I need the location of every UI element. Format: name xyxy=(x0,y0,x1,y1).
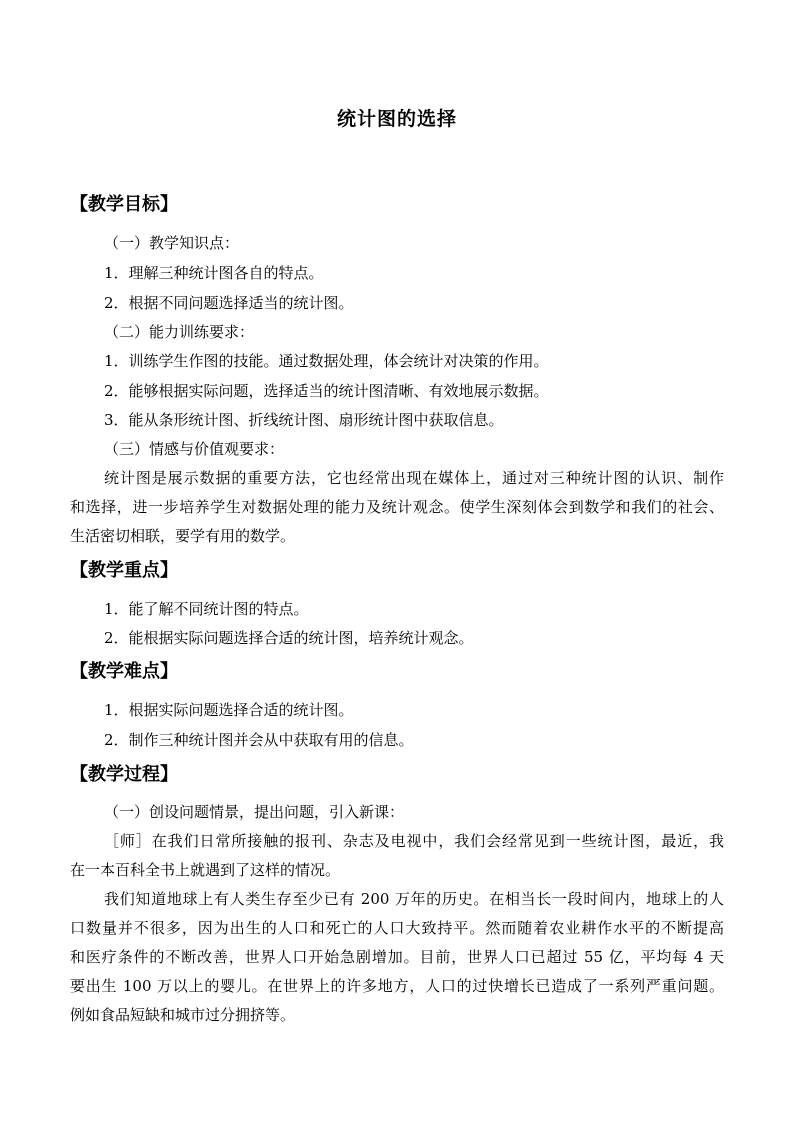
subheading-intro: （一）创设问题情景，提出问题，引入新课： xyxy=(104,803,405,821)
paragraph-line: 我们知道地球上有人类生存至少已有 200 万年的历史。在相当长一段时间内，地球上的人 xyxy=(104,890,724,908)
list-item: 3．能从条形统计图、折线统计图、扇形统计图中获取信息。 xyxy=(104,411,504,429)
list-item: 1．训练学生作图的技能。通过数据处理，体会统计对决策的作用。 xyxy=(104,352,549,370)
page-title: 统计图的选择 xyxy=(336,108,457,130)
paragraph-line: 和医疗条件的不断改善，世界人口开始急剧增加。目前，世界人口已超过 55 亿，平均每 4 天 xyxy=(70,948,724,966)
paragraph-line: 和选择，进一步培养学生对数据处理的能力及统计观念。使学生深刻体会到数学和我们的社会、 xyxy=(70,498,724,516)
subheading-values: （三）情感与价值观要求： xyxy=(104,440,285,458)
subheading-knowledge: （一）教学知识点： xyxy=(104,234,240,252)
paragraph-line: 在一本百科全书上就遇到了这样的情况。 xyxy=(70,861,341,879)
section-heading-process: 【教学过程】 xyxy=(70,764,178,785)
paragraph-line: 统计图是展示数据的重要方法，它也经常出现在媒体上，通过对三种统计图的认识、制作 xyxy=(104,469,724,487)
section-heading-key-points: 【教学重点】 xyxy=(70,560,178,581)
subheading-ability: （二）能力训练要求： xyxy=(104,323,255,341)
list-item: 1．能了解不同统计图的特点。 xyxy=(104,600,309,618)
paragraph-line: 要出生 100 万以上的婴儿。在世界上的许多地方，人口的过快增长已造成了一系列严重问题。 xyxy=(70,977,724,995)
list-item: 1．理解三种统计图各自的特点。 xyxy=(104,264,324,282)
paragraph-line: 口数量并不很多，因为出生的人口和死亡的人口大致持平。然而随着农业耕作水平的不断提高 xyxy=(70,919,724,937)
paragraph-line: ［师］在我们日常所接触的报刊、杂志及电视中，我们会经常见到一些统计图，最近，我 xyxy=(104,832,724,850)
section-heading-goals: 【教学目标】 xyxy=(70,194,178,215)
list-item: 1．根据实际问题选择合适的统计图。 xyxy=(104,701,354,719)
paragraph-line: 生活密切相联，要学有用的数学。 xyxy=(70,527,296,545)
list-item: 2．能够根据实际问题，选择适当的统计图清晰、有效地展示数据。 xyxy=(104,382,549,400)
section-heading-difficulties: 【教学难点】 xyxy=(70,661,178,682)
list-item: 2．能根据实际问题选择合适的统计图，培养统计观念。 xyxy=(104,629,474,647)
list-item: 2．制作三种统计图并会从中获取有用的信息。 xyxy=(104,731,414,749)
paragraph-line: 例如食品短缺和城市过分拥挤等。 xyxy=(70,1006,296,1024)
list-item: 2．根据不同问题选择适当的统计图。 xyxy=(104,294,354,312)
